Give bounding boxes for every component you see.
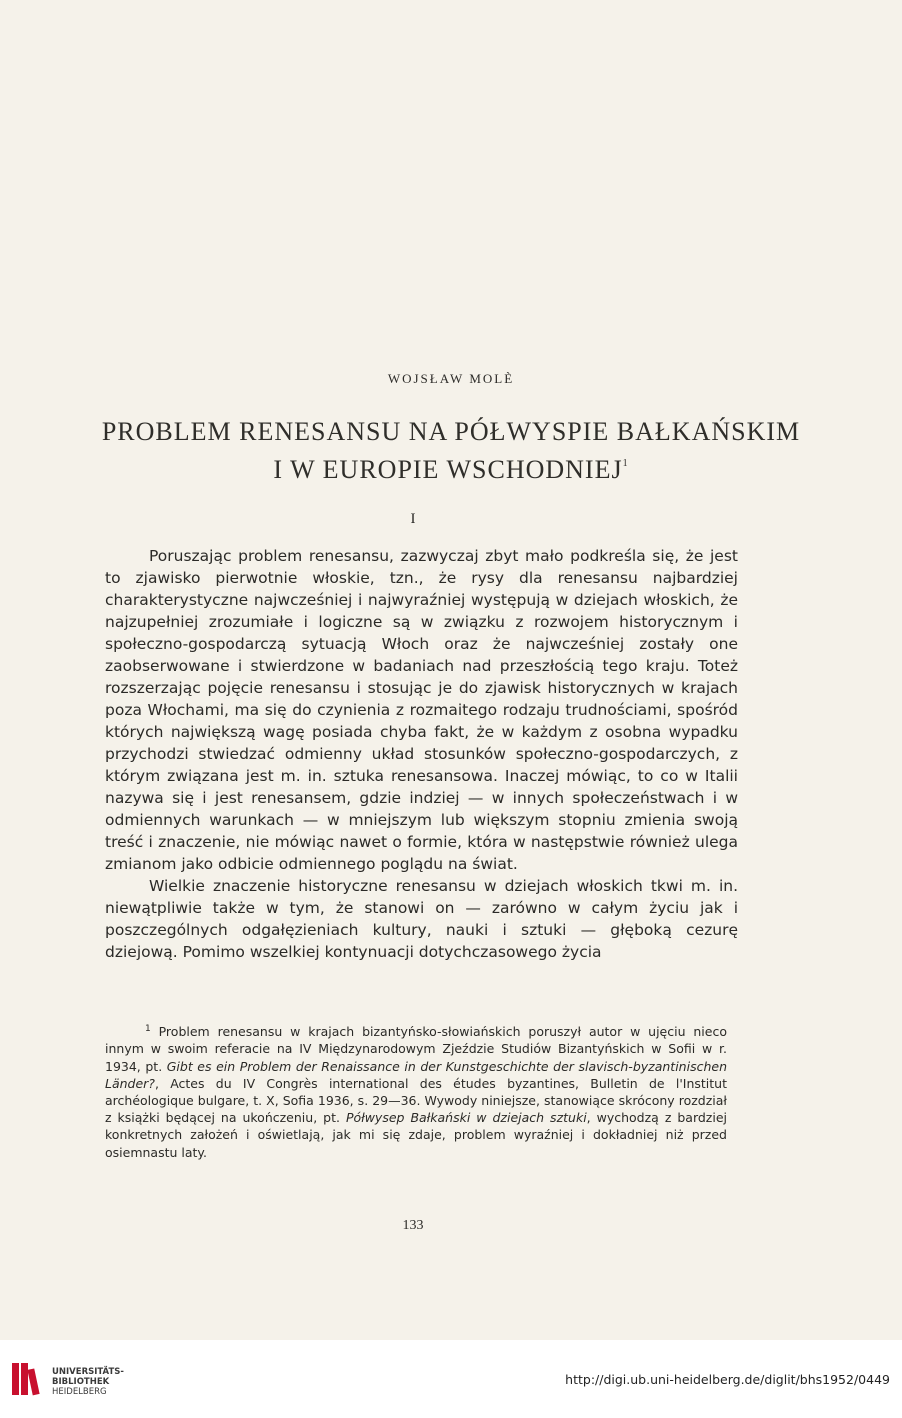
library-logo-icon bbox=[10, 1359, 40, 1399]
footnote-text-3: , wychodzą z bardziej konkretnych założeń i oświetlają, jak mi się zdaje, problem wyraźniej i dokładniej niż przed osiemnastu laty. bbox=[105, 1110, 728, 1160]
article-title bbox=[60, 416, 842, 486]
library-name-line-1: UNIVERSITÄTS- bbox=[52, 1367, 124, 1377]
library-name-line-3: HEIDELBERG bbox=[52, 1387, 107, 1397]
body-text bbox=[105, 545, 738, 963]
footnote-italic-title-2: Półwysep Bałkański w dziejach sztuki bbox=[345, 1110, 587, 1126]
footnote-marker: 1 bbox=[145, 1024, 151, 1034]
section-number: I bbox=[410, 511, 416, 527]
page-number: 133 bbox=[402, 1218, 424, 1233]
permalink-url[interactable]: http://digi.ub.uni-heidelberg.de/diglit/bhs1952/0449 bbox=[565, 1372, 890, 1387]
footnote-text-2: , Actes du IV Congrès international des études byzantines, Bulletin de l'Institut archéologique bulgare, t. X, Sofia 1936, s. 29—36. Wywody niniejsze, stanowiące skrócony rozdział z książki będącej na ukończeniu, pt. bbox=[105, 1075, 727, 1126]
paragraph-2: Wielkie znaczenie historyczne renesansu w dziejach włoskich tkwi m. in. niewątpliwie także w tym, że stanowi on — zarówno w całym życiu jak i poszczególnych odgałęzieniach kultury, nauki i sztuki — głęboką cezurę dziejową. Pomimo wszelkiej kontynuacji dotychczasowego życia bbox=[105, 877, 738, 961]
paragraph-1: Poruszając problem renesansu, zazwyczaj zbyt mało podkreśla się, że jest to zjawisko pierwotnie włoskie, tzn., że rysy dla renesansu najbardziej charakterystyczne najwcześniej i najwyraźniej występują w dziejach włoskich, że najzupełniej zrozumiałe i logiczne są w związku z rozwojem historycznym i społeczno-gospodarczą sytuacją Włoch oraz że najwcześniej zostały one zaobserwowane i stwierdzone w badaniach nad przeszłością tego kraju. Toteż rozszerzając pojęcie renesansu i stosując je do zjawisk historycznych w krajach poza Włochami, ma się do czynienia z rozmaitego rodzaju trudnościami, spośród których największą wagę posiada chyba fakt, że w każdym z osobna wypadku przychodzi stwiedzać odmienny układ stosunków społeczno-gospodarczych, z którym związana jest m. in. sztuka renesansowa. Inaczej mówiąc, to co w Italii nazywa się i jest renesansem, gdzie indziej — w innych społeczeństwach i w odmiennych warunkach — w mniejszym lub większym stopniu zmienia swoją treść i znaczenie, nie mówiąc nawet o formie, która w następstwie również ulega zmianom jako odbicie odmiennego poglądu na świat. bbox=[105, 547, 738, 873]
library-name-line-2: BIBLIOTHEK bbox=[52, 1377, 110, 1387]
author-name: WOJSŁAW MOLÈ bbox=[387, 371, 515, 386]
title-line-2: I W EUROPIE WSCHODNIEJ bbox=[273, 455, 623, 484]
footnote-text-1: Problem renesansu w krajach bizantyńsko-słowiańskich poruszył autor w ujęciu nieco innym w swoim referacie na IV Międzynarodowym Zjeździe Studiów Bizantyńskich w Sofii w r. 1934, pt. bbox=[105, 1024, 727, 1074]
title-line-1: PROBLEM RENESANSU NA PÓŁWYSPIE BAŁKAŃSKIM bbox=[101, 417, 801, 446]
library-footer bbox=[0, 1340, 902, 1418]
footnote bbox=[105, 1021, 727, 1161]
title-footnote-marker: 1 bbox=[622, 458, 629, 469]
footnote-italic-title-1: Gibt es ein Problem der Renaissance in der Kunstgeschichte der slavisch-byzantinischen Länder? bbox=[105, 1058, 727, 1091]
library-name bbox=[52, 1367, 124, 1397]
